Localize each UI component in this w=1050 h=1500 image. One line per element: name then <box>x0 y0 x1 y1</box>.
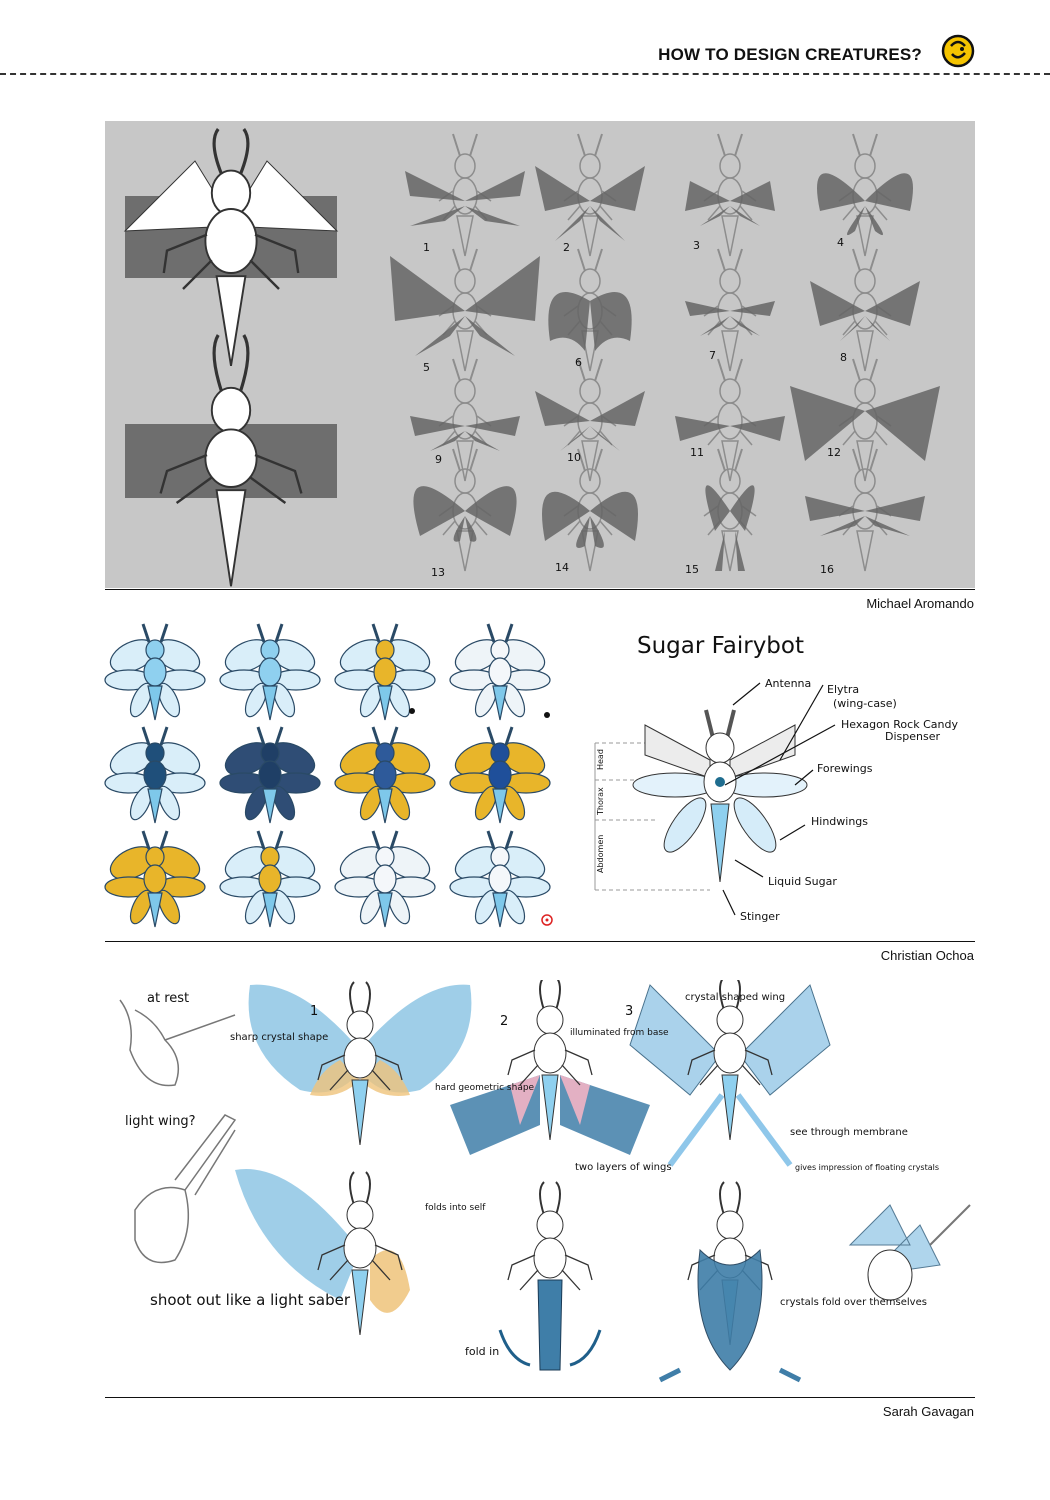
callout-label: Liquid Sugar <box>768 875 837 888</box>
callout-label: Dispenser <box>885 730 940 743</box>
variant-number: 3 <box>693 239 700 252</box>
callout-label: Hindwings <box>811 815 869 828</box>
callout-label: Elytra <box>827 683 860 696</box>
variant-number: 15 <box>685 563 699 576</box>
section-divider <box>105 589 975 590</box>
variant-number: 12 <box>827 446 841 459</box>
sketch-note: two layers of wings <box>575 1162 672 1173</box>
body-part-label: Abdomen <box>596 834 605 873</box>
callout-label: Hexagon Rock Candy <box>841 718 958 731</box>
sketch-note: at rest <box>147 991 190 1006</box>
sketch-note: sharp crystal shape <box>230 1032 329 1043</box>
variant-number: 6 <box>575 356 582 369</box>
sheet-title: Sugar Fairybot <box>637 633 804 659</box>
callout-label: Antenna <box>765 677 812 690</box>
chick-logo-icon <box>940 32 976 68</box>
callout-label: Stinger <box>740 910 780 923</box>
body-part-label: Head <box>596 749 605 770</box>
panel-number: 3 <box>625 1004 634 1019</box>
sketch-note: see through membrane <box>790 1127 908 1138</box>
sketch-note: light wing? <box>125 1114 196 1129</box>
variant-number: 7 <box>709 349 716 362</box>
wing-variants-illustration <box>105 121 975 588</box>
variant-number: 11 <box>690 446 704 459</box>
sketch-note: folds into self <box>425 1203 486 1213</box>
artist-credit: Sarah Gavagan <box>882 1404 974 1419</box>
variant-number: 4 <box>837 236 844 249</box>
sketch-note: crystal shaped wing <box>685 992 786 1003</box>
artist-credit: Christian Ochoa <box>880 948 974 963</box>
section-divider <box>105 1397 975 1398</box>
variant-number: 16 <box>820 563 834 576</box>
variant-number: 8 <box>840 351 847 364</box>
wing-variants-panel <box>105 121 975 588</box>
sketch-note: shoot out like a light saber <box>150 1291 351 1309</box>
variant-number: 5 <box>423 361 430 374</box>
section-divider <box>105 941 975 942</box>
sketch-note: gives impression of floating crystals <box>795 1163 940 1172</box>
variant-number: 9 <box>435 453 442 466</box>
wing-mechanics-sketch-sheet <box>105 980 975 1392</box>
variant-number: 1 <box>423 241 430 254</box>
panel-number: 2 <box>500 1014 509 1029</box>
panel-number: 1 <box>310 1004 319 1019</box>
header-divider <box>0 73 1050 75</box>
callout-label: (wing-case) <box>833 697 897 710</box>
color-variants-grid <box>100 615 560 935</box>
variant-number: 2 <box>563 241 570 254</box>
variant-number: 13 <box>431 566 445 579</box>
callout-label: Forewings <box>817 762 873 775</box>
variant-number: 14 <box>555 561 569 574</box>
body-part-label: Thorax <box>596 787 605 815</box>
artist-credit: Michael Aromando <box>866 596 974 611</box>
variant-number: 10 <box>567 451 581 464</box>
sketch-note: illuminated from base <box>570 1028 669 1038</box>
color-variants-illustration <box>100 615 560 935</box>
sketch-note: fold in <box>465 1345 500 1358</box>
sugar-fairybot-callout-sheet <box>585 615 975 935</box>
sketch-note: crystals fold over themselves <box>780 1297 927 1308</box>
page-header-title: HOW TO DESIGN CREATURES? <box>658 45 922 64</box>
sketch-note: hard geometric shape <box>435 1083 535 1093</box>
